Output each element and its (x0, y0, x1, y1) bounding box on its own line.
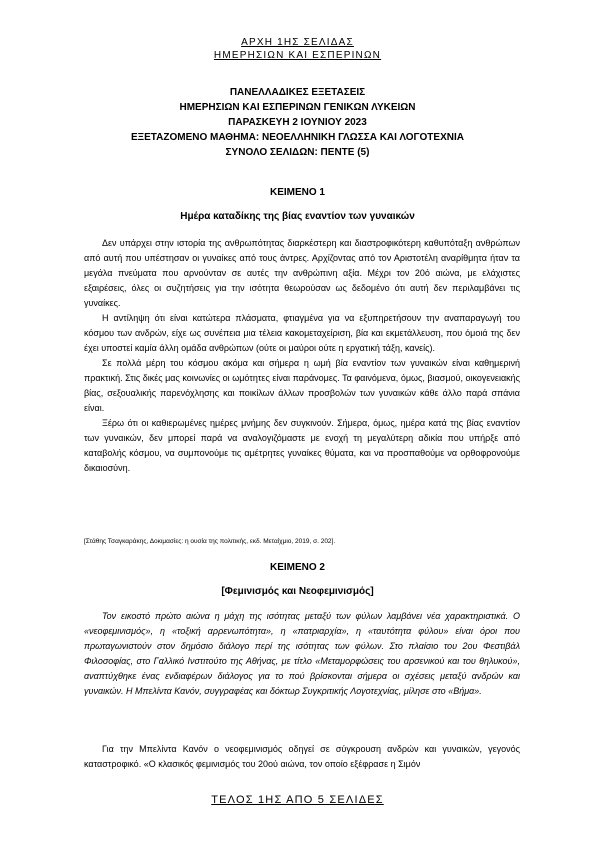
exam-pages: ΣΥΝΟΛΟ ΣΕΛΙΔΩΝ: ΠΕΝΤΕ (5) (225, 147, 370, 158)
text1-paragraph: Η αντίληψη ότι είναι κατώτερα πλάσματα, φτιαγμένα για να εξυπηρετήσουν την αναπαραγωγή του κόσμου των ανδρών, είχε ως συνέπεια μια τέλεια κακομεταχείριση, βία και εκμετάλλευση, που όμοιά της δεν έχει υποστεί καμία άλλη ομάδα ανθρώπων (ούτε οι μαύροι ούτε η εργατική τάξη, κανείς). (84, 313, 520, 353)
text1-paragraph: Δεν υπάρχει στην ιστορία της ανθρωπότητας διαρκέστερη και διαστροφικότερη καθυπόταξη ανθρώπων από αυτή που υπέστησαν οι γυναίκες από τους άντρες. Αρχίζοντας από τον Αριστοτέλη αναρίθμητα ήταν τα μεγάλα πνεύματα που αρνούνταν σε αυτές την ανθρώπινη αξία. Μέχρι τον 20ό αιώνα, με ελάχιστες εξαιρέσεις, όλες οι συζητήσεις για την ισότητα θεωρούσαν ως δεδομένο ότι αυτή δεν περιλαμβάνει τις γυναίκες. (84, 238, 520, 308)
text2-heading: ΚΕΙΜΕΝΟ 2 (269, 562, 325, 573)
page-footer: ΤΕΛΟΣ 1ΗΣ ΑΠΟ 5 ΣΕΛΙΔΕΣ (211, 794, 384, 806)
text1-body (84, 236, 520, 476)
text2-body (84, 742, 520, 772)
exam-date: ΠΑΡΑΣΚΕΥΗ 2 ΙΟΥΝΙΟΥ 2023 (228, 117, 367, 128)
exam-subject: ΕΞΕΤΑΖΟΜΕΝΟ ΜΑΘΗΜΑ: ΝΕΟΕΛΛΗΝΙΚΗ ΓΛΩΣΣΑ ΚΑΙ ΛΟΓΟΤΕΧΝΙΑ (131, 132, 464, 143)
text2-intro (84, 609, 520, 699)
text1-title: Ημέρα καταδίκης της βίας εναντίον των γυναικών (180, 211, 415, 222)
school-type-header: ΗΜΕΡΗΣΙΩΝ ΚΑΙ ΕΣΠΕΡΙΝΩΝ (213, 50, 382, 61)
exam-schools: ΗΜΕΡΗΣΙΩΝ ΚΑΙ ΕΣΠΕΡΙΝΩΝ ΓΕΝΙΚΩΝ ΛΥΚΕΙΩΝ (179, 102, 416, 113)
text1-paragraph: Σε πολλά μέρη του κόσμου ακόμα και σήμερα η ωμή βία εναντίον των γυναικών είναι καθημερινή πρακτική. Στις δικές μας κοινωνίες οι ωμότητες είναι παράνομες. Τα φαινόμενα, όμως, βιασμού, οικογενειακής βίας, σεξουαλικής παρενόχλησης και ποικίλων άλλων προσβολών των γυναικών κάθε άλλο παρά σπάνια είναι. (84, 358, 520, 413)
exam-info (0, 85, 595, 160)
text1-paragraph: Ξέρω ότι οι καθιερωμένες ημέρες μνήμης δεν συγκινούν. Σήμερα, όμως, ημέρα κατά της βίας εναντίον των γυναικών, δεν μπορεί παρά να αναλογιζόμαστε με ενοχή τη μεγαλύτερη αδικία που υπήρξε από καταβολής κόσμου, να συμπονούμε τις αμέτρητες γυναίκες θύματα, και να προσπαθούμε να ορθοφρονούμε δικαιοσύνη. (84, 418, 520, 473)
page-number-header: ΑΡΧΗ 1ΗΣ ΣΕΛΙΔΑΣ (241, 37, 354, 48)
text1-source: [Στάθης Τσαγκαράκης, Δοκιμασίες: η ουσία της πολιτικής, εκδ. Μεταίχμιο, 2019, σ. 202]. (84, 538, 336, 545)
text1-heading: ΚΕΙΜΕΝΟ 1 (269, 187, 325, 198)
page-header (0, 36, 595, 62)
text2-intro-paragraph: Τον εικοστό πρώτο αιώνα η μάχη της ισότητας μεταξύ των φύλων λαμβάνει νέα χαρακτηριστικά. Ο «νεοφεμινισμός», η «τοξική αρρενωπότητα», η «πατριαρχία», η «ταυτότητα φύλου» είναι όροι που πρωταγωνιστούν στον δημόσιο διάλογο περί της ισότητας των φύλων. Στο πλαίσιο του 2ου Φεστιβάλ Φιλοσοφίας, στο Γαλλικό Ινστιτούτο της Αθήνας, με τίτλο «Μεταμορφώσεις του αρσενικού και του θηλυκού», αναπτύχθηκε ένας ενδιαφέρων διάλογος για το πού βρίσκονται σήμερα οι σχέσεις μεταξύ ανδρών και γυναικών. Η Μπελίντα Κανόν, συγγραφέας και δόκτωρ Συγκριτικής Λογοτεχνίας, μίλησε στο «Βήμα». (84, 611, 520, 696)
text2-title: [Φεμινισμός και Νεοφεμινισμός] (221, 586, 374, 597)
text2-body-paragraph: Για την Μπελίντα Κανόν ο νεοφεμινισμός οδηγεί σε σύγκρουση ανδρών και γυναικών, γεγονός καταστροφικό. «Ο κλασικός φεμινισμός του 20ού αιώνα, τον οποίο εξέφρασε η Σιμόν (84, 744, 520, 769)
exam-title: ΠΑΝΕΛΛΑΔΙΚΕΣ ΕΞΕΤΑΣΕΙΣ (229, 87, 366, 98)
